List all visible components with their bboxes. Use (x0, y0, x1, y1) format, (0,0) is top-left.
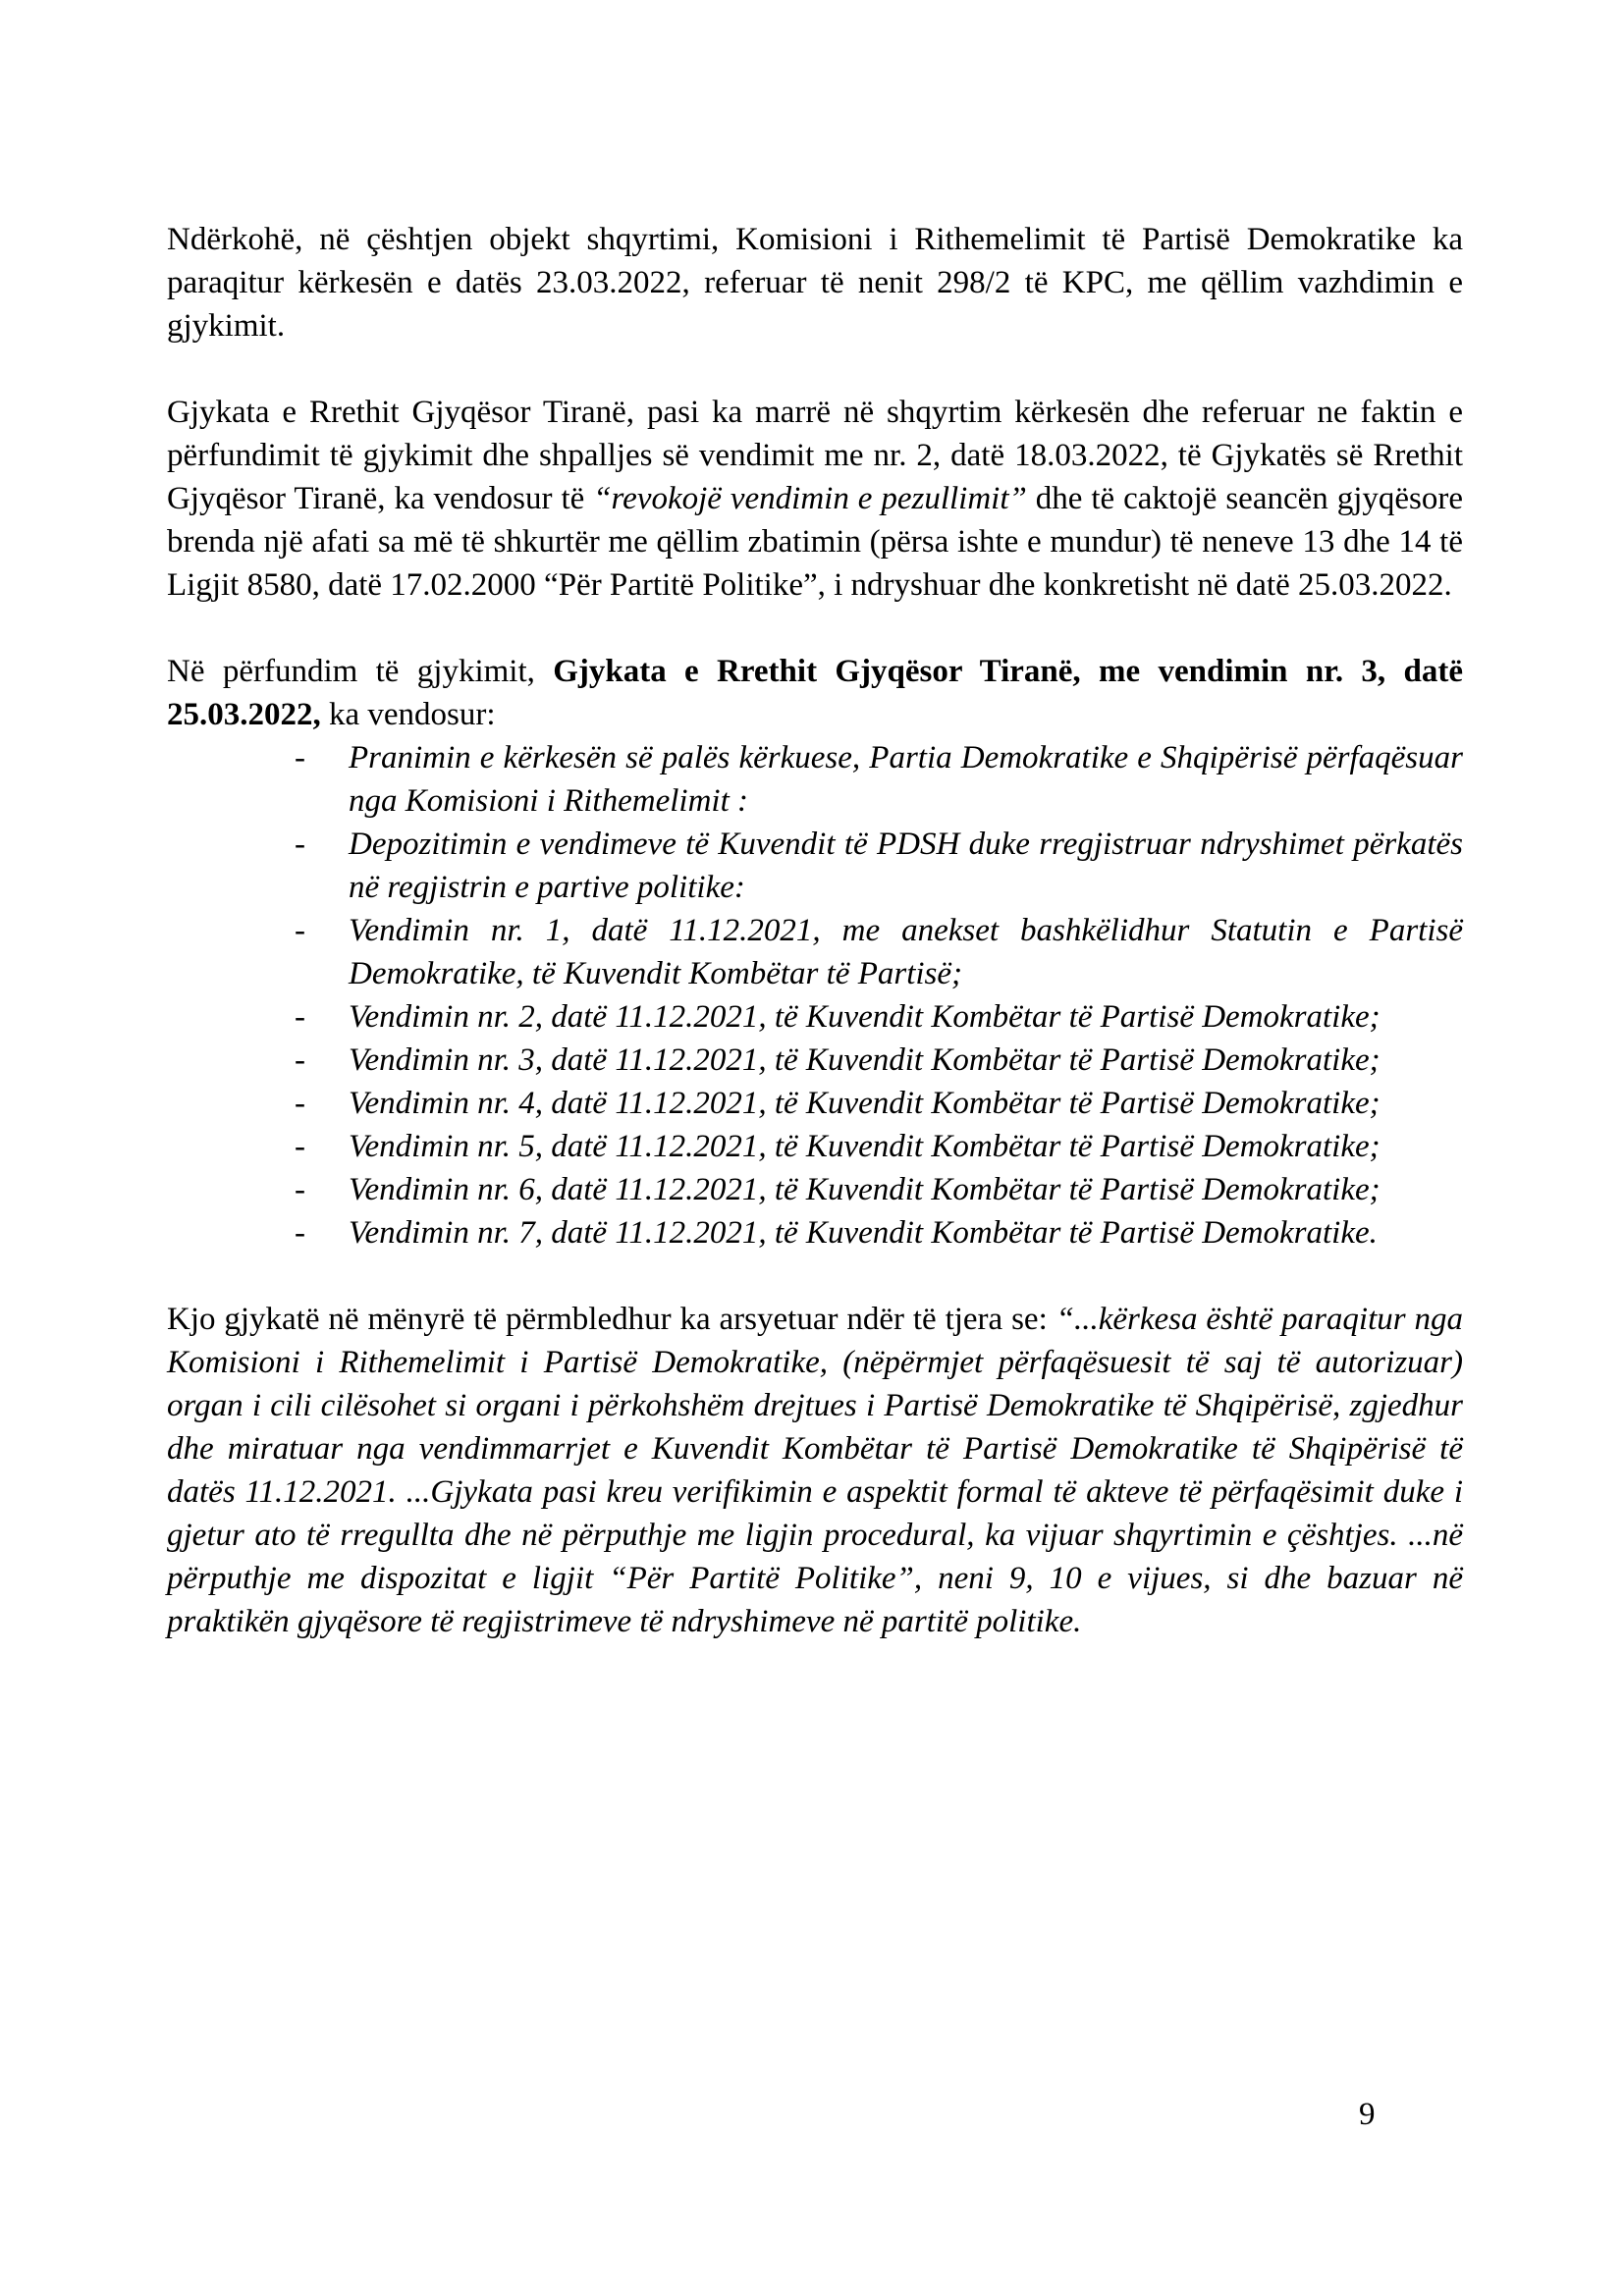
list-dash-marker: - (295, 1215, 305, 1251)
list-item (167, 736, 1463, 823)
paragraph-reasoning (167, 1298, 1463, 1643)
p4-quoted-italic: “...kërkesa është paraqitur nga Komisioni i Rithemelimit i Partisë Demokratike, (nëpërmjet përfaqësuesit të saj të autorizuar) organ i cili cilësohet si organi i përkohshëm drejtues i Partisë Demokratike të Shqipërisë, zgjedhur dhe miratuar nga vendimmarrjet e Kuvendit Kombëtar të Partisë Demokratike të Shqipërisë të datës 11.12.2021. ...Gjykata pasi kreu verifikimin e aspektit formal të akteve të përfaqësimit duke i gjetur ato të rregullta dhe në përputhje me ligjin procedural, ka vijuar shqyrtimin e çështjes. ...në përputhje me dispozitat e ligjit “Për Partitë Politike”, neni 9, 10 e vijues, si dhe bazuar në praktikën gjyqësore të regjistrimeve të ndryshimeve në partitë politike. (167, 1302, 1463, 1639)
list-dash-marker: - (295, 1172, 305, 1207)
list-item-text: Vendimin nr. 6, datë 11.12.2021, të Kuvendit Kombëtar të Partisë Demokratike; (349, 1172, 1380, 1207)
list-item (167, 823, 1463, 909)
list-item-text: Vendimin nr. 2, datë 11.12.2021, të Kuvendit Kombëtar të Partisë Demokratike; (349, 999, 1380, 1035)
list-item (167, 995, 1463, 1039)
list-dash-marker: - (295, 827, 305, 862)
list-item-text: Vendimin nr. 1, datë 11.12.2021, me anekset bashkëlidhur Statutin e Partisë Demokratike, të Kuvendit Kombëtar të Partisë; (349, 913, 1463, 991)
list-item-text: Vendimin nr. 4, datë 11.12.2021, të Kuvendit Kombëtar të Partisë Demokratike; (349, 1086, 1380, 1121)
list-item (167, 1168, 1463, 1211)
list-dash-marker: - (295, 999, 305, 1035)
list-dash-marker: - (295, 1129, 305, 1164)
list-item (167, 1211, 1463, 1255)
p2-text-after: dhe të caktojë seancën gjyqësore brenda një afati sa më të shkurtër me qëllim zbatimin (përsa ishte e mundur) të neneve 13 dhe 14 të Ligjit 8580, datë 17.02.2000 “Për Partitë Politike”, i ndryshuar dhe konkretisht në datë 25.03.2022. (167, 481, 1463, 603)
list-item-text: Vendimin nr. 7, datë 11.12.2021, të Kuvendit Kombëtar të Partisë Demokratike. (349, 1215, 1378, 1251)
page-number: 9 (1359, 2097, 1376, 2132)
list-dash-marker: - (295, 1042, 305, 1078)
list-item-text: Pranimin e kërkesën së palës kërkuese, Partia Demokratike e Shqipërisë përfaqësuar nga Komisioni i Rithemelimit : (349, 740, 1463, 819)
p3-text-before: Në përfundim të gjykimit, (167, 654, 554, 689)
paragraph-decision-lead (167, 650, 1463, 736)
p2-quoted-italic: “revokojë vendimin e pezullimit” (593, 481, 1027, 516)
list-dash-marker: - (295, 740, 305, 775)
list-item-text: Depozitimin e vendimeve të Kuvendit të PDSH duke rregjistruar ndryshimet përkatës në regjistrin e partive politike: (349, 827, 1463, 905)
list-dash-marker: - (295, 1086, 305, 1121)
list-item (167, 909, 1463, 995)
list-item (167, 1082, 1463, 1125)
p3-decision-bold: Gjykata e Rrethit Gjyqësor Tiranë, me vendimin nr. 3, datë 25.03.2022, (167, 654, 1463, 732)
list-item (167, 1125, 1463, 1168)
list-item-text: Vendimin nr. 5, datë 11.12.2021, të Kuvendit Kombëtar të Partisë Demokratike; (349, 1129, 1380, 1164)
p3-text-after: ka vendosur: (320, 697, 496, 732)
list-item (167, 1039, 1463, 1082)
paragraph-court-review (167, 391, 1463, 607)
page-content (167, 218, 1463, 1643)
list-item-text: Vendimin nr. 3, datë 11.12.2021, të Kuvendit Kombëtar të Partisë Demokratike; (349, 1042, 1380, 1078)
decision-list (167, 736, 1463, 1255)
list-dash-marker: - (295, 913, 305, 948)
p4-text-before: Kjo gjykatë në mënyrë të përmbledhur ka arsyetuar ndër të tjera se: (167, 1302, 1056, 1337)
paragraph-intro: Ndërkohë, në çështjen objekt shqyrtimi, Komisioni i Rithemelimit të Partisë Demokratike ka paraqitur kërkesën e datës 23.03.2022, referuar të nenit 298/2 të KPC, me qëllim vazhdimin e gjykimit. (167, 222, 1463, 344)
p2-text-before: Gjykata e Rrethit Gjyqësor Tiranë, pasi ka marrë në shqyrtim kërkesën dhe referuar ne faktin e përfundimit të gjykimit dhe shpalljes së vendimit me nr. 2, datë 18.03.2022, të Gjykatës së Rrethit Gjyqësor Tiranë, ka vendosur të (167, 395, 1463, 516)
